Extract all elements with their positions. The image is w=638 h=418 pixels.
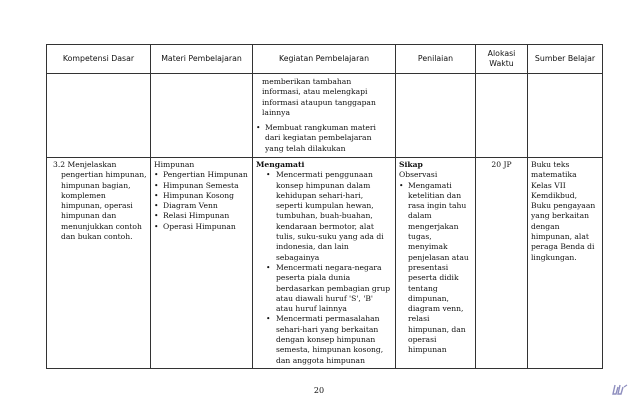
list-item: • Pengertian Himpunan — [154, 170, 249, 180]
header-kompetensi: Kompetensi Dasar — [47, 45, 151, 74]
header-sumber: Sumber Belajar — [528, 45, 603, 74]
list-item: • Operasi Himpunan — [154, 222, 249, 232]
table-row — [47, 158, 603, 369]
header-alokasi: Alokasi Waktu — [476, 45, 528, 74]
kegiatan-title: Mengamati — [256, 160, 305, 169]
materi-cell — [151, 158, 253, 369]
penilaian-title: Sikap — [399, 160, 423, 169]
penilaian-cell — [396, 158, 476, 369]
header-materi: Materi Pembelajaran — [151, 45, 253, 74]
list-item: • Himpunan Semesta — [154, 181, 249, 191]
continuation-paragraph: memberikan tambahan informasi, atau melengkapi informasi ataupun tanggapan lainnya — [262, 77, 376, 117]
list-item: • Mengamati ketelitian dan rasa ingin tahu dalam mengerjakan tugas, menyimak penjelasan atau presentasi peserta didik tentang dimpunan, diagram venn, relasi himpunan, dan operasi himpunan — [399, 181, 472, 356]
materi-title: Himpunan — [154, 160, 195, 169]
list-item: • Mencermati permasalahan sehari-hari yang berkaitan dengan konsep himpunan semesta, himpunan kosong, dan anggota himpunan — [266, 314, 392, 365]
sumber-cell: Buku teks matematika Kelas VII Kemdikbud, Buku pengayaan yang berkaitan dengan himpunan, alat peraga Benda di lingkungan. — [528, 158, 603, 369]
kompetensi-text: 3.2 Menjelaskan pengertian himpunan, himpunan bagian, komplemen himpunan, operasi himpunan dan menunjukkan contoh dan bukan contoh. — [53, 160, 147, 242]
list-item: • Mencermati negara-negara peserta piala dunia berdasarkan pembagian grup atau diawali huruf 'S', 'B' atau huruf lainnya — [266, 263, 392, 314]
list-item: • Mencermati penggunaan konsep himpunan dalam kehidupan sehari-hari, seperti kumpulan hewan, tumbuhan, buah-buahan, kendaraan bermotor, alat tulis, suku-suku yang ada di indonesia, dan lain sebagainya — [266, 170, 392, 263]
publisher-logo-icon — [612, 384, 628, 396]
kompetensi-cell — [47, 158, 151, 369]
table-header-row — [47, 45, 603, 74]
lesson-plan-table — [46, 44, 603, 369]
header-penilaian: Penilaian — [396, 45, 476, 74]
continuation-cell — [253, 74, 396, 158]
penilaian-sub: Observasi — [399, 170, 438, 180]
page-number: 20 — [313, 386, 325, 395]
list-item: • Himpunan Kosong — [154, 191, 249, 201]
continuation-row — [47, 74, 603, 158]
kegiatan-cell — [253, 158, 396, 369]
list-item: • Relasi Himpunan — [154, 211, 249, 221]
continuation-bullet: • Membuat rangkuman materi dari kegiatan pembelajaran yang telah dilakukan — [256, 123, 392, 154]
list-item: • Diagram Venn — [154, 201, 249, 211]
header-kegiatan: Kegiatan Pembelajaran — [253, 45, 396, 74]
alokasi-cell: 20 JP — [476, 158, 528, 369]
